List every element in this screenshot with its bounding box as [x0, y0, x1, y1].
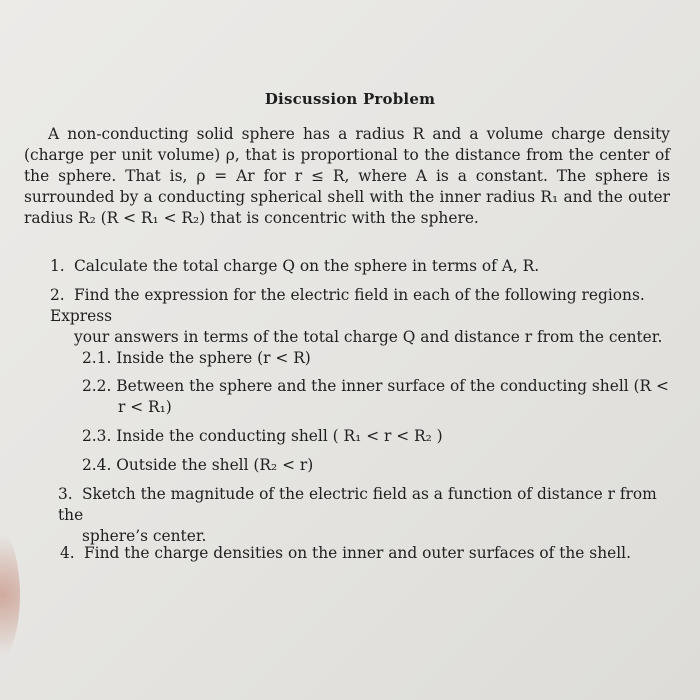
page-title: Discussion Problem: [264, 90, 436, 108]
subquestion-2-1: [82, 348, 311, 369]
question-2-text-line1: Find the expression for the electric field in each of the following regions. Express: [50, 286, 645, 325]
subquestion-2-2-number: 2.2.: [82, 377, 112, 395]
question-1: [50, 256, 539, 277]
question-4-number: 4.: [60, 544, 75, 562]
subquestion-2-4: [82, 455, 313, 476]
question-3-text-line1: Sketch the magnitude of the electric field as a function of distance r from the: [58, 485, 657, 524]
question-3-number: 3.: [58, 485, 73, 503]
subquestion-2-1-text: Inside the sphere (r < R): [116, 349, 311, 367]
question-4: [60, 543, 631, 564]
question-2-text-line2: your answers in terms of the total charge Q and distance r from the center.: [74, 328, 663, 346]
subquestion-2-3: [82, 426, 443, 447]
question-4-text: Find the charge densities on the inner and outer surfaces of the shell.: [84, 544, 631, 562]
subquestion-2-4-text: Outside the shell (R₂ < r): [116, 456, 314, 474]
question-2: [50, 285, 670, 348]
question-3: [58, 484, 678, 547]
subquestion-2-2-text-line1: Between the sphere and the inner surface of the conducting shell (R <: [116, 377, 669, 395]
finger-shadow: [0, 520, 20, 670]
subquestion-2-2: [82, 376, 672, 418]
question-1-text: Calculate the total charge Q on the sphere in terms of A, R.: [74, 257, 540, 275]
question-2-number: 2.: [50, 286, 65, 304]
subquestion-2-3-text: Inside the conducting shell ( R₁ < r < R₂ ): [116, 427, 443, 445]
subquestion-2-1-number: 2.1.: [82, 349, 112, 367]
question-3-text-line2: sphere’s center.: [82, 527, 207, 545]
subquestion-2-2-text-line2: r < R₁): [118, 398, 172, 416]
subquestion-2-4-number: 2.4.: [82, 456, 112, 474]
question-1-number: 1.: [50, 257, 65, 275]
problem-intro: A non-conducting solid sphere has a radius R and a volume charge density (charge per unit volume) ρ, that is proportional to the distance from the center of the sphere. That is, ρ = Ar for r ≤ R, where A is a constant. The sphere is surrounded by a conducting spherical shell with the inner radius R₁ and the outer radius R₂ (R < R₁ < R₂) that is concentric with the sphere.: [24, 125, 670, 227]
subquestion-2-3-number: 2.3.: [82, 427, 112, 445]
